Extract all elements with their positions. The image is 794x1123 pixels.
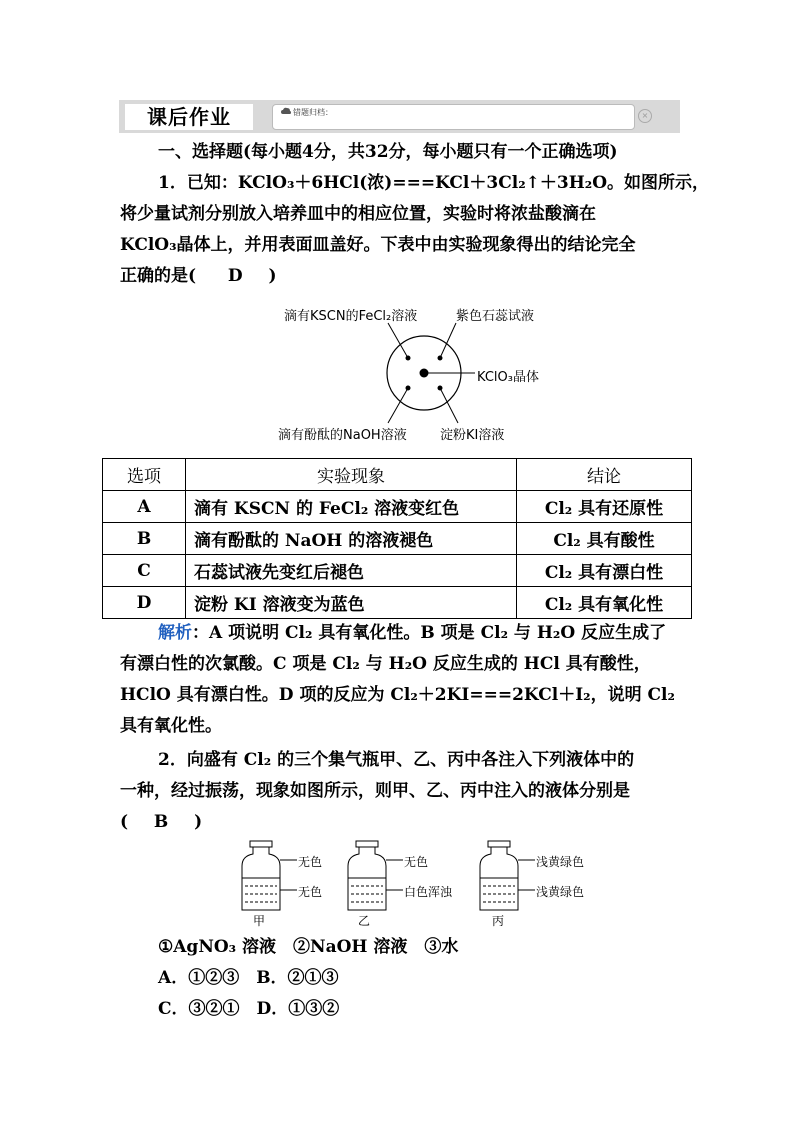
q1-line4 <box>120 265 680 287</box>
bottle-yi-top-label: 无色 <box>404 855 429 869</box>
q2-line2: 一种，经过振荡，现象如图所示，则甲、乙、丙中注入的液体分别是 <box>120 781 630 801</box>
bottle-bing-name: 丙 <box>492 914 505 928</box>
row-conclusion: Cl₂ 具有氧化性 <box>517 587 692 619</box>
q1-line1: 1．已知：KClO₃＋6HCl(浓)===KCl＋3Cl₂↑＋3H₂O。如图所示， <box>158 173 710 193</box>
bottle-jia <box>242 841 297 910</box>
diagram-label-ki: 淀粉KI溶液 <box>440 428 505 443</box>
table-row <box>103 523 692 555</box>
row-phenomenon: 滴有酚酞的 NaOH 的溶液褪色 <box>186 523 517 555</box>
cloud-icon <box>281 107 291 115</box>
q1-line3: KClO₃晶体上，并用表面皿盖好。下表中由实验现象得出的结论完全 <box>120 235 636 255</box>
bottle-bing-bottom-label: 浅黄绿色 <box>536 885 585 899</box>
q1-suffix: ) <box>268 266 277 286</box>
options-table <box>102 458 692 619</box>
analysis-line4: 具有氧化性。 <box>120 716 222 736</box>
row-conclusion: Cl₂ 具有酸性 <box>517 523 692 555</box>
bottle-jia-top-label: 无色 <box>298 855 323 869</box>
col-header-phenomenon: 实验现象 <box>186 459 517 491</box>
row-conclusion: Cl₂ 具有漂白性 <box>517 555 692 587</box>
q2-options-cd: C．③②① D．①③② <box>158 999 340 1019</box>
analysis-text1: ：A 项说明 Cl₂ 具有氧化性。B 项是 Cl₂ 与 H₂O 反应生成了 <box>192 623 667 643</box>
diagram-label-naoh: 滴有酚酞的NaOH溶液 <box>278 428 407 443</box>
analysis-line1 <box>158 622 718 644</box>
row-phenomenon: 淀粉 KI 溶液变为蓝色 <box>186 587 517 619</box>
diagram-label-litmus: 紫色石蕊试液 <box>456 309 535 324</box>
analysis-line2: 有漂白性的次氯酸。C 项是 Cl₂ 与 H₂O 反应生成的 HCl 具有酸性， <box>120 654 651 674</box>
row-phenomenon: 石蕊试液先变红后褪色 <box>186 555 517 587</box>
q2-answer: B <box>153 812 169 832</box>
q2-options-ab: A．①②③ B．②①③ <box>158 968 339 988</box>
circle-x-icon[interactable]: × <box>638 109 652 123</box>
table-header-row <box>103 459 692 491</box>
analysis-label: 解析 <box>158 623 192 643</box>
error-archive-input[interactable] <box>272 104 635 130</box>
table-row <box>103 555 692 587</box>
q2-suffix: ) <box>194 812 203 832</box>
bottle-yi <box>348 841 403 910</box>
diagram-label-kscn: 滴有KSCN的FeCl₂溶液 <box>284 309 418 324</box>
col-header-option: 选项 <box>103 459 186 491</box>
bottle-jia-name: 甲 <box>253 914 266 928</box>
bottle-bing <box>480 841 535 910</box>
row-conclusion: Cl₂ 具有还原性 <box>517 491 692 523</box>
q1-answer: D <box>227 266 243 286</box>
analysis-line3: HClO 具有漂白性。D 项的反应为 Cl₂＋2KI===2KCl＋I₂，说明 Cl₂ <box>120 685 675 705</box>
q2-line3 <box>120 811 680 833</box>
col-header-conclusion: 结论 <box>517 459 692 491</box>
bottle-yi-name: 乙 <box>358 914 371 928</box>
bottle-yi-bottom-label: 白色浑浊 <box>404 885 453 899</box>
row-phenomenon: 滴有 KSCN 的 FeCl₂ 溶液变红色 <box>186 491 517 523</box>
table-row <box>103 491 692 523</box>
bottle-jia-bottom-label: 无色 <box>298 885 323 899</box>
page-title: 课后作业 <box>125 104 253 130</box>
section-title: 一、选择题(每小题4分，共32分，每小题只有一个正确选项) <box>158 142 618 162</box>
bottle-bing-top-label: 浅黄绿色 <box>536 855 585 869</box>
q1-prefix: 正确的是( <box>120 266 197 286</box>
diagram-label-kclo3: KClO₃晶体 <box>477 370 539 385</box>
table-row <box>103 587 692 619</box>
q2-line1: 2．向盛有 Cl₂ 的三个集气瓶甲、乙、丙中各注入下列液体中的 <box>158 750 635 770</box>
row-option: A <box>103 491 186 523</box>
error-archive-label: 错题归档： <box>293 108 333 117</box>
row-option: B <box>103 523 186 555</box>
q2-prefix: ( <box>120 812 129 832</box>
row-option: D <box>103 587 186 619</box>
q2-liquids: ①AgNO₃ 溶液 ②NaOH 溶液 ③水 <box>158 937 459 957</box>
row-option: C <box>103 555 186 587</box>
q1-line2: 将少量试剂分别放入培养皿中的相应位置，实验时将浓盐酸滴在 <box>120 204 596 224</box>
